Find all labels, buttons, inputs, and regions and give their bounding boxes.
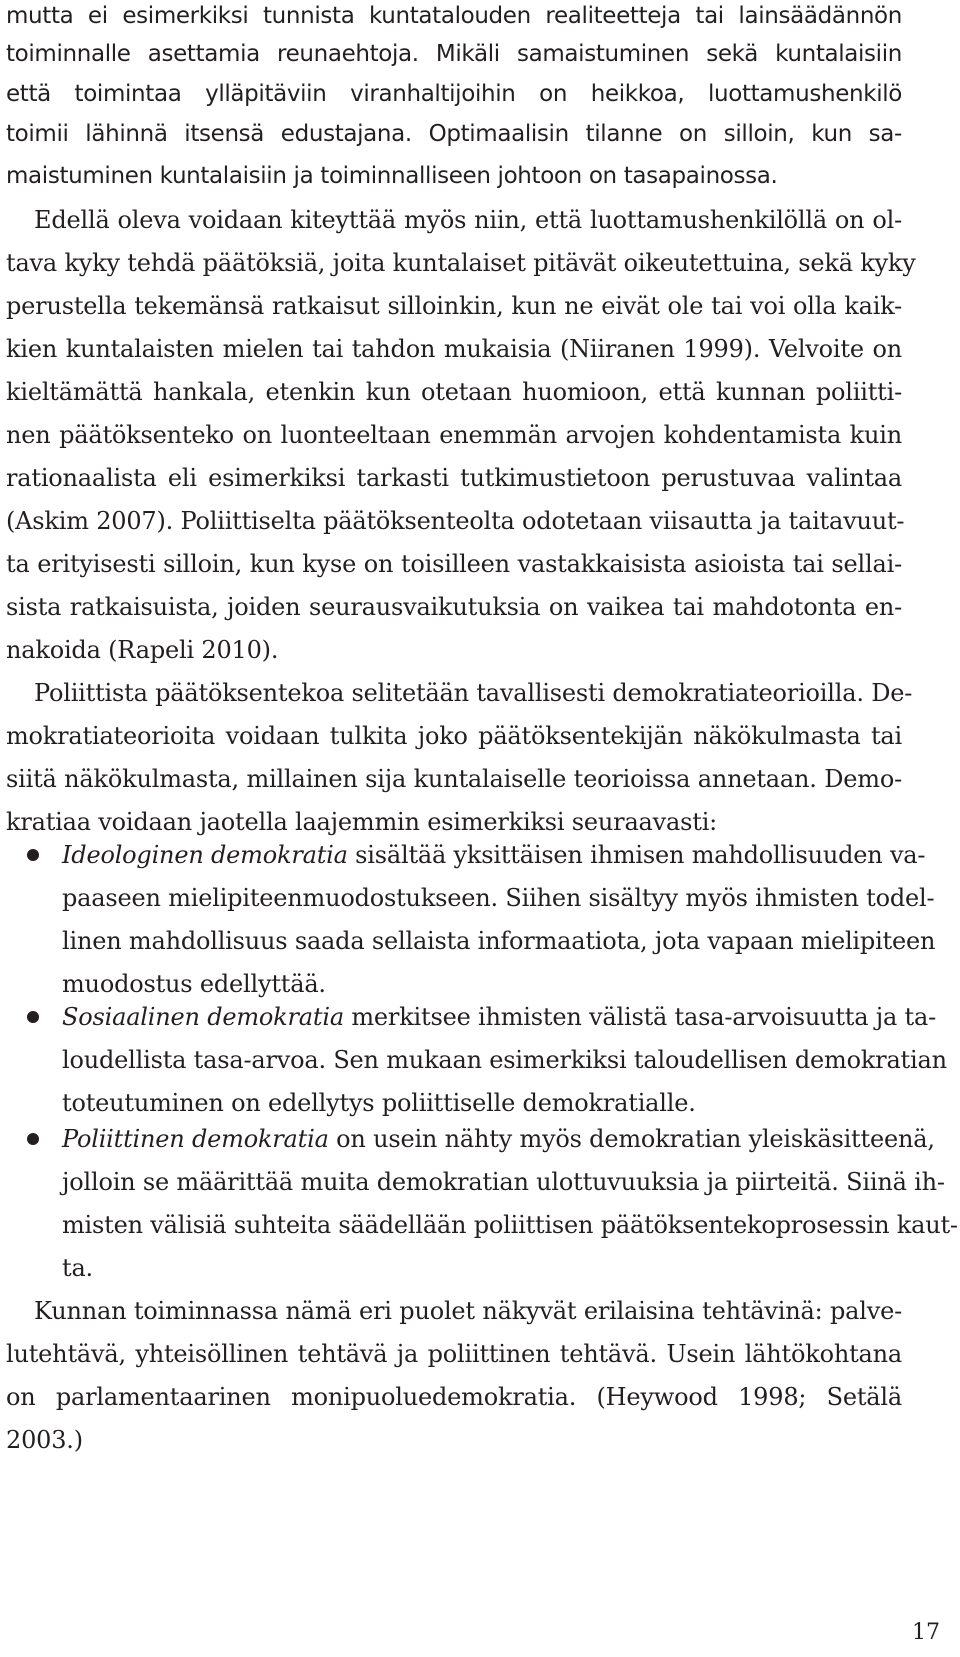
text-line: kratiaa voidaan jaotella laajemmin esimerkiksi seuraavasti: — [6, 808, 718, 836]
text-line: Sosiaalinen demokratia merkitsee ihmisten välistä tasa-arvoisuutta ja ta- — [62, 1003, 936, 1031]
text-line: 2003.) — [6, 1426, 83, 1454]
text-line: perustella tekemänsä ratkaisut silloinkin, kun ne eivät ole tai voi olla kaik- — [6, 292, 902, 320]
text-line: lutehtävä, yhteisöllinen tehtävä ja poliittinen tehtävä. Usein lähtökohtana — [6, 1340, 902, 1368]
bullet-icon — [27, 1011, 39, 1023]
text-line: paaseen mielipiteenmuodostukseen. Siihen sisältyy myös ihmisten todel- — [62, 884, 935, 912]
text-line: loudellista tasa-arvoa. Sen mukaan esimerkiksi taloudellisen demokratian — [62, 1046, 947, 1074]
text-line: Kunnan toiminnassa nämä eri puolet näkyvät erilaisina tehtävinä: palve- — [34, 1297, 902, 1325]
text-line: toimii lähinnä itsensä edustajana. Optimaalisin tilanne on silloin, kun sa- — [6, 121, 902, 147]
text-line: muodostus edellyttää. — [62, 970, 326, 998]
text-line: rationaalista eli esimerkiksi tarkasti tutkimustietoon perustuvaa valintaa — [6, 464, 902, 492]
text-line: Edellä oleva voidaan kiteyttää myös niin, että luottamushenkilöllä on ol- — [34, 206, 902, 234]
text-line: on parlamentaarinen monipuoluedemokratia. (Heywood 1998; Setälä — [6, 1383, 902, 1411]
text-line: mokratiateorioita voidaan tulkita joko päätöksentekijän näkökulmasta tai — [6, 722, 902, 750]
text-line: kien kuntalaisten mielen tai tahdon mukaisia (Niiranen 1999). Velvoite on — [6, 335, 902, 363]
term-italic: Sosiaalinen demokratia — [62, 1003, 344, 1031]
bullet-icon — [27, 849, 39, 861]
text-line: sista ratkaisuista, joiden seurausvaikutuksia on vaikea tai mahdotonta en- — [6, 593, 902, 621]
text-line: nen päätöksenteko on luonteeltaan enemmän arvojen kohdentamista kuin — [6, 421, 902, 449]
text-line: toteutuminen on edellytys poliittiselle demokratialle. — [62, 1089, 696, 1117]
text-line: misten välisiä suhteita säädellään poliittisen päätöksentekoprosessin kaut- — [62, 1211, 958, 1239]
text-line: siitä näkökulmasta, millainen sija kuntalaiselle teorioissa annetaan. Demo- — [6, 765, 902, 793]
text-line: kieltämättä hankala, etenkin kun otetaan huomioon, että kunnan poliitti- — [6, 378, 902, 406]
text-line: Ideologinen demokratia sisältää yksittäisen ihmisen mahdollisuuden va- — [62, 841, 926, 869]
text-line: että toimintaa ylläpitäviin viranhaltijoihin on heikkoa, luottamushenkilö — [6, 81, 902, 107]
term-italic: Ideologinen demokratia — [62, 841, 348, 869]
bullet-icon — [27, 1133, 39, 1145]
text-line: toiminnalle asettamia reunaehtoja. Mikäli samaistuminen sekä kuntalaisiin — [6, 41, 902, 67]
text-line: ta erityisesti silloin, kun kyse on toisilleen vastakkaisista asioista tai sellai- — [6, 550, 902, 578]
text-line: linen mahdollisuus saada sellaista informaatiota, jota vapaan mielipiteen — [62, 927, 936, 955]
text-line: (Askim 2007). Poliittiselta päätöksenteolta odotetaan viisautta ja taitavuut- — [6, 507, 905, 535]
text-line: mutta ei esimerkiksi tunnista kuntatalouden realiteetteja tai lainsäädännön — [6, 3, 902, 29]
text-line: tava kyky tehdä päätöksiä, joita kuntalaiset pitävät oikeutettuina, sekä kyky — [6, 249, 916, 277]
term-italic: Poliittinen demokratia — [62, 1125, 329, 1153]
text-line: Poliittinen demokratia on usein nähty myös demokratian yleiskäsitteenä, — [62, 1125, 935, 1153]
text-line: ta. — [62, 1254, 93, 1282]
text-line: jolloin se määrittää muita demokratian ulottuvuuksia ja piirteitä. Siinä ih- — [62, 1168, 945, 1196]
text-line: Poliittista päätöksentekoa selitetään tavallisesti demokratiateorioilla. De- — [34, 679, 913, 707]
text-line: maistuminen kuntalaisiin ja toiminnalliseen johtoon on tasapainossa. — [6, 163, 778, 189]
page-number: 17 — [912, 1620, 940, 1645]
text-line: nakoida (Rapeli 2010). — [6, 636, 279, 664]
